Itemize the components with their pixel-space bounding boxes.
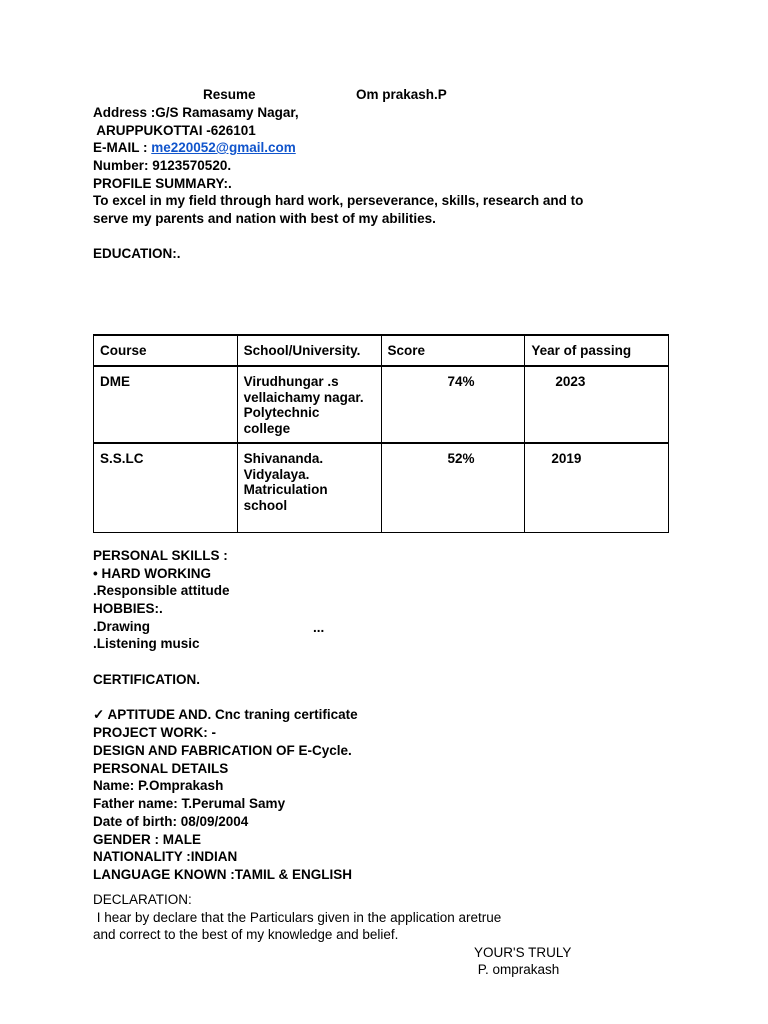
address-line-2: ARUPPUKOTTAI -626101 (93, 123, 256, 138)
education-heading: EDUCATION:. (93, 246, 181, 261)
year-cell: 2019 (525, 443, 669, 533)
school-line: Shivananda. (243, 451, 324, 466)
phone-number: Number: 9123570520. (93, 158, 232, 173)
hobbies-heading: HOBBIES:. (93, 601, 163, 616)
school-line: college (243, 420, 291, 436)
profile-summary-line-2: serve my parents and nation with best of my abilities. (93, 211, 436, 226)
resume-title: Resume (203, 87, 256, 102)
course-cell: S.S.LC (94, 443, 238, 533)
year-cell: 2023 (525, 366, 669, 443)
education-table (93, 334, 669, 533)
profile-summary-heading: PROFILE SUMMARY:. (93, 176, 232, 191)
certification-heading: CERTIFICATION. (93, 672, 200, 687)
school-cell (237, 443, 381, 533)
personal-details-heading: PERSONAL DETAILS (93, 761, 229, 776)
declaration-line-1: I hear by declare that the Particulars given in the application aretrue (93, 910, 502, 925)
school-line: Matriculation (243, 482, 328, 497)
column-header-year: Year of passing (525, 335, 669, 366)
school-line: Vidyalaya. (243, 466, 310, 482)
address-line-1: Address :G/S Ramasamy Nagar, (93, 105, 299, 120)
signoff: YOUR'S TRULY (474, 945, 572, 960)
detail-father-name: Father name: T.Perumal Samy (93, 796, 286, 811)
school-line: vellaichamy nagar. (243, 389, 364, 405)
score-cell: 74% (381, 366, 525, 443)
column-header-course: Course (94, 335, 238, 366)
signature-name: P. omprakash (474, 962, 560, 977)
detail-gender: GENDER : MALE (93, 832, 201, 847)
detail-nationality: NATIONALITY :INDIAN (93, 849, 238, 864)
certification-item: ✓ APTITUDE AND. Cnc traning certificate (93, 707, 358, 722)
skill-item: • HARD WORKING (93, 566, 211, 581)
column-header-score: Score (381, 335, 525, 366)
detail-name: Name: P.Omprakash (93, 778, 224, 793)
table-row (94, 443, 669, 533)
declaration-line-2: and correct to the best of my knowledge and belief. (93, 927, 399, 942)
hobby-item: .Listening music (93, 636, 200, 651)
hobby-item: .Drawing (93, 619, 151, 634)
course-cell: DME (94, 366, 238, 443)
candidate-name-heading: Om prakash.P (356, 87, 447, 102)
school-line: Polytechnic (243, 405, 320, 420)
personal-skills-heading: PERSONAL SKILLS : (93, 548, 228, 563)
table-row (94, 366, 669, 443)
column-header-school: School/University. (237, 335, 381, 366)
project-work-heading: PROJECT WORK: - (93, 725, 216, 740)
school-cell (237, 366, 381, 443)
profile-summary-line-1: To excel in my field through hard work, perseverance, skills, research and to (93, 193, 584, 208)
email-label: E-MAIL : (93, 140, 152, 155)
trailing-dots: ... (313, 620, 325, 635)
table-header-row (94, 335, 669, 366)
detail-language: LANGUAGE KNOWN :TAMIL & ENGLISH (93, 867, 352, 882)
school-line: school (243, 497, 288, 513)
project-item: DESIGN AND FABRICATION OF E-Cycle. (93, 743, 352, 758)
school-line: Virudhungar .s (243, 374, 339, 389)
declaration-heading: DECLARATION: (93, 892, 192, 907)
score-cell: 52% (381, 443, 525, 533)
email-line (93, 139, 296, 156)
detail-date-of-birth: Date of birth: 08/09/2004 (93, 814, 249, 829)
email-link[interactable]: me220052@gmail.com (151, 140, 296, 155)
skill-item: .Responsible attitude (93, 583, 230, 598)
